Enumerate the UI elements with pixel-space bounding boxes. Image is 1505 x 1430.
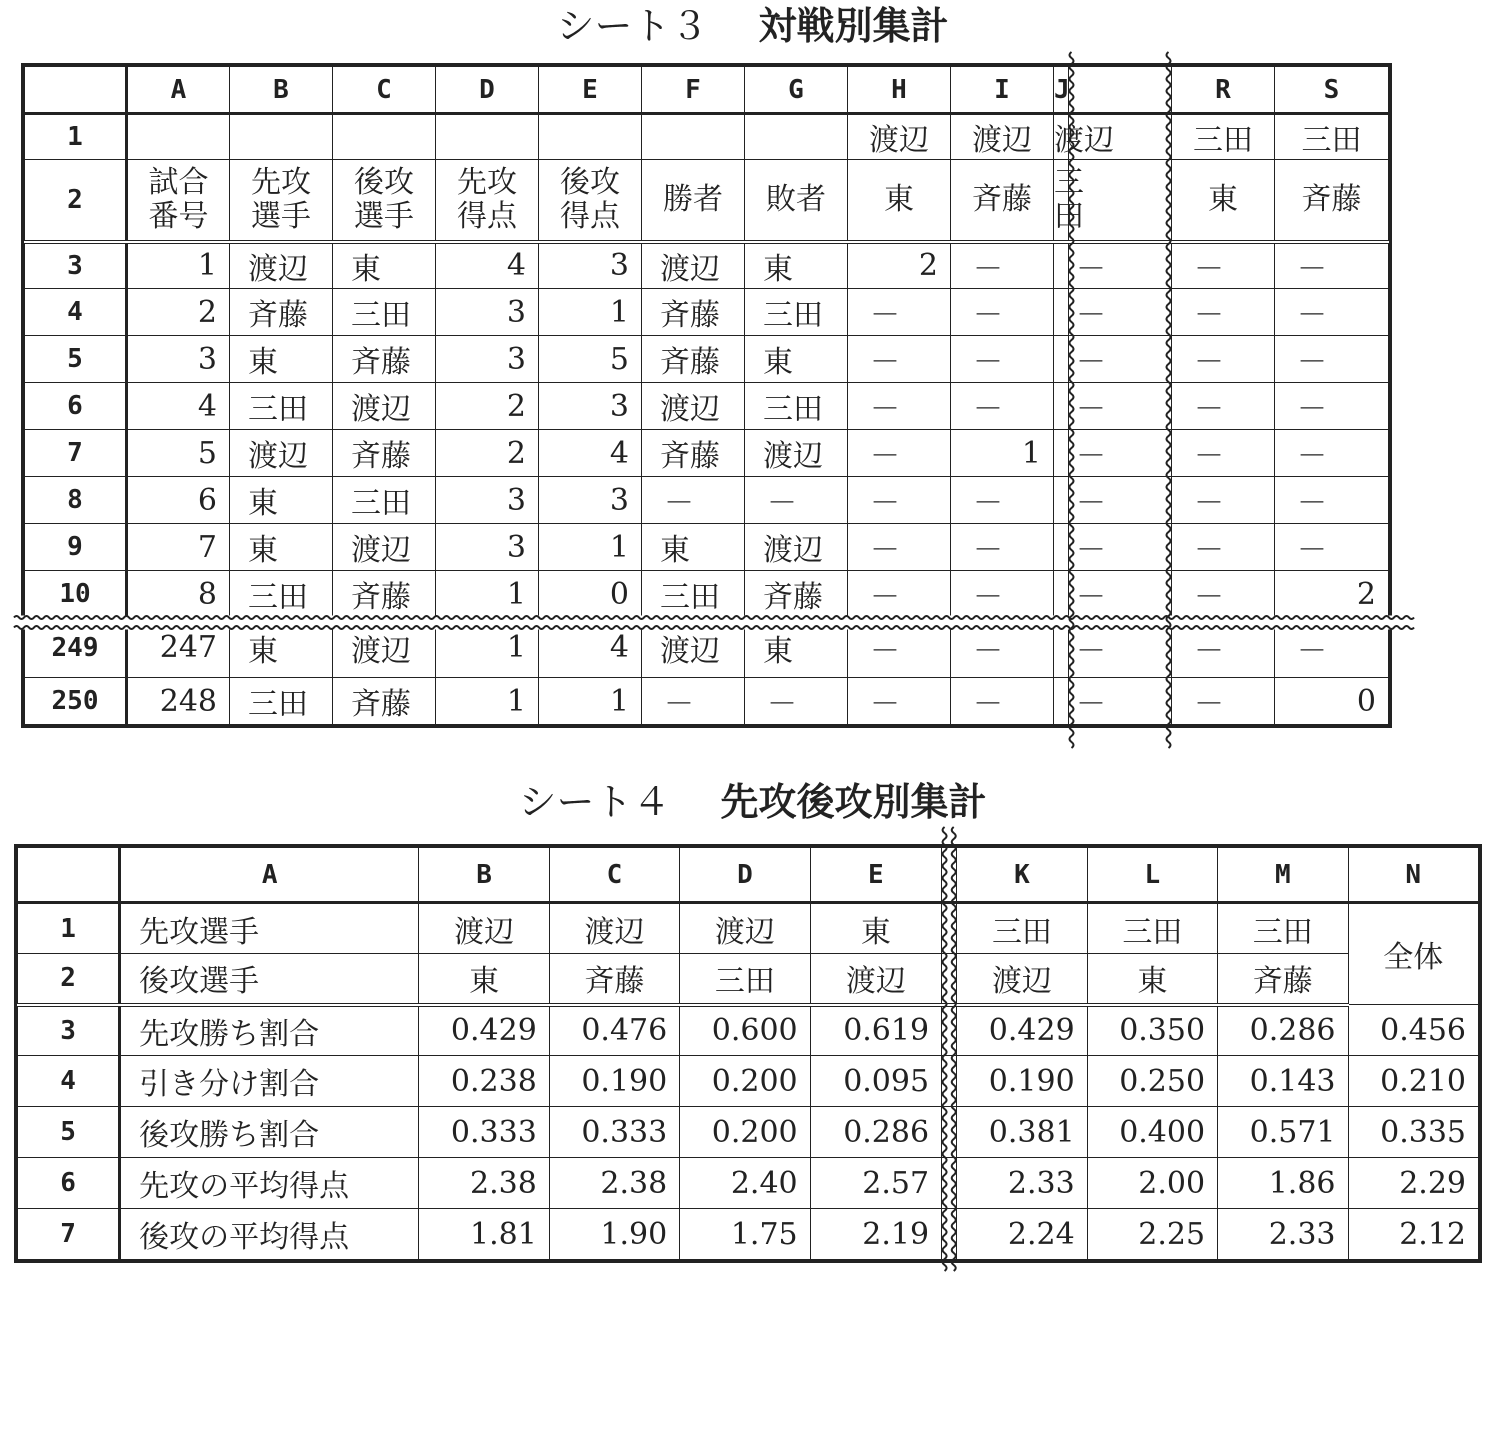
data-cell: －: [1054, 618, 1069, 678]
data-cell: 東: [745, 618, 848, 678]
data-cell: 0.400: [1087, 1107, 1217, 1158]
data-cell: －: [951, 383, 1054, 430]
row-label-cell: 先攻勝ち割合: [120, 1005, 419, 1056]
data-cell: 8: [127, 571, 230, 618]
header-cell: 三田: [680, 954, 810, 1005]
data-cell: 6: [127, 477, 230, 524]
data-cell: －: [1172, 383, 1275, 430]
data-cell: 3: [436, 477, 539, 524]
data-cell: 2: [436, 430, 539, 477]
data-cell: －: [1054, 571, 1069, 618]
data-cell: 斉藤: [745, 571, 848, 618]
data-cell: －: [1054, 242, 1069, 289]
header-cell: 三田: [1054, 160, 1069, 242]
column-header: B: [419, 848, 549, 903]
header-cell: 三田: [1218, 903, 1348, 954]
header-cell: 敗者: [745, 160, 848, 242]
column-header: L: [1087, 848, 1217, 903]
data-cell: －: [1172, 618, 1275, 678]
data-cell: 斉藤: [642, 336, 745, 383]
row-header: 250: [25, 678, 127, 725]
data-cell: －: [745, 477, 848, 524]
row-header: 4: [25, 289, 127, 336]
data-cell: 1.81: [419, 1209, 549, 1260]
data-cell: －: [1172, 571, 1275, 618]
row-header: 10: [25, 571, 127, 618]
header-cell: 渡辺: [1054, 114, 1069, 160]
column-header: C: [549, 848, 679, 903]
data-cell: 渡辺: [745, 524, 848, 571]
row-header: 3: [18, 1005, 120, 1056]
column-header: J: [1054, 67, 1069, 114]
data-cell: 3: [539, 242, 642, 289]
data-cell: 渡辺: [333, 618, 436, 678]
header-cell: 渡辺: [848, 114, 951, 160]
data-cell: 三田: [745, 383, 848, 430]
data-cell: 0.619: [810, 1005, 941, 1056]
sheet4-title: 先攻後攻別集計: [720, 780, 987, 824]
data-cell: 3: [539, 477, 642, 524]
header-cell: 渡辺: [810, 954, 941, 1005]
data-cell: 2.57: [810, 1158, 941, 1209]
column-header: A: [127, 67, 230, 114]
data-cell: －: [848, 289, 951, 336]
data-cell: 0.476: [549, 1005, 679, 1056]
row-header: 5: [25, 336, 127, 383]
data-cell: －: [1275, 242, 1389, 289]
data-cell: 渡辺: [745, 430, 848, 477]
data-cell: －: [848, 477, 951, 524]
data-cell: 東: [745, 336, 848, 383]
column-header: D: [680, 848, 810, 903]
data-cell: 4: [539, 430, 642, 477]
data-cell: 三田: [333, 289, 436, 336]
header-cell: 勝者: [642, 160, 745, 242]
data-cell: 0.190: [549, 1056, 679, 1107]
data-cell: －: [1172, 289, 1275, 336]
header-cell: 後攻選手: [120, 954, 419, 1005]
sheet3-col-break-right: [1167, 52, 1171, 748]
data-cell: －: [1054, 336, 1069, 383]
data-cell: 0.286: [810, 1107, 941, 1158]
data-cell: 2.33: [1218, 1209, 1348, 1260]
data-cell: －: [1172, 336, 1275, 383]
data-cell: 0: [1275, 678, 1389, 725]
data-cell: 5: [127, 430, 230, 477]
row-header: 8: [25, 477, 127, 524]
row-header: 9: [25, 524, 127, 571]
sheet4-col-break-right: [952, 827, 956, 1271]
row-label-cell: 後攻の平均得点: [120, 1209, 419, 1260]
data-cell: －: [848, 678, 951, 725]
column-header: R: [1172, 67, 1275, 114]
data-cell: 0.200: [680, 1107, 810, 1158]
data-cell: 3: [539, 383, 642, 430]
sheet3-title: 対戦別集計: [758, 4, 949, 48]
data-cell: －: [848, 430, 951, 477]
data-cell: －: [1275, 430, 1389, 477]
header-cell: 渡辺: [549, 903, 679, 954]
data-cell: 3: [436, 289, 539, 336]
data-cell: －: [1275, 336, 1389, 383]
data-cell: －: [951, 524, 1054, 571]
header-cell: 三田: [1275, 114, 1389, 160]
data-cell: －: [951, 571, 1054, 618]
column-header: G: [745, 67, 848, 114]
data-cell: 2.24: [957, 1209, 1087, 1260]
data-cell: 渡辺: [642, 242, 745, 289]
data-cell: －: [951, 242, 1054, 289]
data-cell: 0.571: [1218, 1107, 1348, 1158]
data-cell: －: [1054, 289, 1069, 336]
data-cell: －: [951, 618, 1054, 678]
data-cell: －: [1275, 618, 1389, 678]
data-cell: 2.12: [1348, 1209, 1479, 1260]
data-cell: 0.600: [680, 1005, 810, 1056]
header-cell: 斉藤: [951, 160, 1054, 242]
data-cell: 東: [230, 336, 333, 383]
data-cell: 0.143: [1218, 1056, 1348, 1107]
column-header: C: [333, 67, 436, 114]
data-cell: 0.250: [1087, 1056, 1217, 1107]
data-cell: 247: [127, 618, 230, 678]
header-cell: 斉藤: [549, 954, 679, 1005]
data-cell: 2.00: [1087, 1158, 1217, 1209]
data-cell: －: [1275, 524, 1389, 571]
data-cell: 東: [230, 618, 333, 678]
data-cell: 0.335: [1348, 1107, 1479, 1158]
data-cell: 248: [127, 678, 230, 725]
data-cell: 三田: [333, 477, 436, 524]
header-cell: 三田: [1172, 114, 1275, 160]
data-cell: 1: [539, 289, 642, 336]
data-cell: 渡辺: [333, 524, 436, 571]
data-cell: －: [848, 383, 951, 430]
data-cell: 1.90: [549, 1209, 679, 1260]
data-cell: 0.429: [419, 1005, 549, 1056]
data-cell: 斉藤: [642, 289, 745, 336]
column-header: F: [642, 67, 745, 114]
data-cell: 2: [848, 242, 951, 289]
header-cell: 東: [1087, 954, 1217, 1005]
sheet3-row-break-top: [14, 616, 1414, 619]
data-cell: 斉藤: [230, 289, 333, 336]
data-cell: 1: [436, 678, 539, 725]
data-cell: 三田: [745, 289, 848, 336]
data-cell: －: [951, 289, 1054, 336]
row-header: 249: [25, 618, 127, 678]
header-cell: 後攻 選手: [333, 160, 436, 242]
data-cell: 渡辺: [642, 383, 745, 430]
row-header: 2: [25, 160, 127, 242]
header-cell: 試合 番号: [127, 160, 230, 242]
header-cell: 先攻 得点: [436, 160, 539, 242]
data-cell: －: [848, 618, 951, 678]
row-header: 3: [25, 242, 127, 289]
data-cell: －: [1172, 477, 1275, 524]
data-cell: 2: [1275, 571, 1389, 618]
row-header: 7: [18, 1209, 120, 1260]
data-cell: －: [951, 477, 1054, 524]
data-cell: －: [1054, 524, 1069, 571]
data-cell: 2.33: [957, 1158, 1087, 1209]
data-cell: 0: [539, 571, 642, 618]
header-cell: 東: [1172, 160, 1275, 242]
data-cell: 三田: [230, 383, 333, 430]
data-cell: 0.286: [1218, 1005, 1348, 1056]
data-cell: 2.19: [810, 1209, 941, 1260]
data-cell: 3: [436, 524, 539, 571]
row-header: 5: [18, 1107, 120, 1158]
data-cell: 斉藤: [333, 336, 436, 383]
data-cell: －: [1172, 242, 1275, 289]
header-cell: 後攻 得点: [539, 160, 642, 242]
column-header: S: [1275, 67, 1389, 114]
data-cell: 1: [436, 618, 539, 678]
data-cell: 1.86: [1218, 1158, 1348, 1209]
header-cell: 先攻 選手: [230, 160, 333, 242]
column-header: B: [230, 67, 333, 114]
sheet3-row-break-bottom: [14, 626, 1414, 629]
data-cell: 斉藤: [642, 430, 745, 477]
header-cell: 東: [848, 160, 951, 242]
data-cell: 0.429: [957, 1005, 1087, 1056]
data-cell: 0.333: [549, 1107, 679, 1158]
sheet4-label: シート４: [518, 780, 671, 824]
data-cell: 2.38: [549, 1158, 679, 1209]
header-cell: 斉藤: [1218, 954, 1348, 1005]
data-cell: 東: [333, 242, 436, 289]
data-cell: 0.350: [1087, 1005, 1217, 1056]
column-header: N: [1348, 848, 1479, 903]
data-cell: －: [1054, 678, 1069, 725]
data-cell: 渡辺: [230, 430, 333, 477]
row-label-cell: 引き分け割合: [120, 1056, 419, 1107]
row-header: 2: [18, 954, 120, 1005]
data-cell: 2.40: [680, 1158, 810, 1209]
data-cell: 2.29: [1348, 1158, 1479, 1209]
data-cell: 0.210: [1348, 1056, 1479, 1107]
header-cell: 東: [419, 954, 549, 1005]
data-cell: －: [1172, 524, 1275, 571]
data-cell: 東: [230, 524, 333, 571]
header-cell: 渡辺: [957, 954, 1087, 1005]
row-header: 4: [18, 1056, 120, 1107]
data-cell: 0.333: [419, 1107, 549, 1158]
data-cell: 0.095: [810, 1056, 941, 1107]
data-cell: 0.456: [1348, 1005, 1479, 1056]
column-header: D: [436, 67, 539, 114]
data-cell: 1.75: [680, 1209, 810, 1260]
column-header: K: [957, 848, 1087, 903]
header-cell: 斉藤: [1275, 160, 1389, 242]
data-cell: 0.200: [680, 1056, 810, 1107]
data-cell: －: [1275, 289, 1389, 336]
row-header: 6: [18, 1158, 120, 1209]
data-cell: 3: [127, 336, 230, 383]
data-cell: －: [1275, 383, 1389, 430]
data-cell: 2.38: [419, 1158, 549, 1209]
data-cell: 1: [436, 571, 539, 618]
data-cell: 3: [436, 336, 539, 383]
data-cell: 7: [127, 524, 230, 571]
data-cell: －: [951, 336, 1054, 383]
sheet3-col-break-left: [1070, 52, 1074, 748]
row-header: 1: [18, 903, 120, 954]
data-cell: －: [1054, 477, 1069, 524]
total-header-cell: 全体: [1348, 903, 1479, 1005]
sheet3-label: シート３: [556, 4, 709, 48]
column-header: A: [120, 848, 419, 903]
data-cell: 渡辺: [642, 618, 745, 678]
data-cell: 5: [539, 336, 642, 383]
data-cell: －: [1054, 430, 1069, 477]
data-cell: －: [1275, 477, 1389, 524]
header-cell: 渡辺: [680, 903, 810, 954]
header-cell: 渡辺: [951, 114, 1054, 160]
data-cell: 2: [436, 383, 539, 430]
data-cell: 三田: [230, 678, 333, 725]
header-cell: 三田: [1087, 903, 1217, 954]
data-cell: －: [1172, 430, 1275, 477]
column-header: H: [848, 67, 951, 114]
data-cell: －: [848, 524, 951, 571]
data-cell: －: [745, 678, 848, 725]
row-header: 6: [25, 383, 127, 430]
sheet4-col-break-left: [943, 827, 947, 1271]
column-header: I: [951, 67, 1054, 114]
data-cell: －: [951, 678, 1054, 725]
row-label-cell: 先攻の平均得点: [120, 1158, 419, 1209]
data-cell: 東: [642, 524, 745, 571]
data-cell: －: [848, 571, 951, 618]
data-cell: 1: [127, 242, 230, 289]
data-cell: 斉藤: [333, 678, 436, 725]
header-cell: 渡辺: [419, 903, 549, 954]
header-cell: 先攻選手: [120, 903, 419, 954]
data-cell: 三田: [230, 571, 333, 618]
data-cell: 0.190: [957, 1056, 1087, 1107]
data-cell: 東: [745, 242, 848, 289]
data-cell: －: [1054, 383, 1069, 430]
data-cell: 渡辺: [230, 242, 333, 289]
data-cell: 1: [539, 678, 642, 725]
column-header: E: [810, 848, 941, 903]
data-cell: 2: [127, 289, 230, 336]
data-cell: 1: [539, 524, 642, 571]
header-cell: 三田: [957, 903, 1087, 954]
data-cell: 三田: [642, 571, 745, 618]
data-cell: －: [642, 678, 745, 725]
data-cell: 4: [127, 383, 230, 430]
header-cell: 東: [810, 903, 941, 954]
data-cell: 2.25: [1087, 1209, 1217, 1260]
data-cell: 0.238: [419, 1056, 549, 1107]
data-cell: 渡辺: [333, 383, 436, 430]
data-cell: 4: [436, 242, 539, 289]
column-header: E: [539, 67, 642, 114]
row-header: 7: [25, 430, 127, 477]
column-header: M: [1218, 848, 1348, 903]
row-header: 1: [25, 114, 127, 160]
data-cell: 1: [951, 430, 1054, 477]
row-label-cell: 後攻勝ち割合: [120, 1107, 419, 1158]
data-cell: 4: [539, 618, 642, 678]
data-cell: 東: [230, 477, 333, 524]
data-cell: 0.381: [957, 1107, 1087, 1158]
data-cell: －: [848, 336, 951, 383]
data-cell: 斉藤: [333, 571, 436, 618]
data-cell: －: [642, 477, 745, 524]
data-cell: 斉藤: [333, 430, 436, 477]
data-cell: －: [1172, 678, 1275, 725]
